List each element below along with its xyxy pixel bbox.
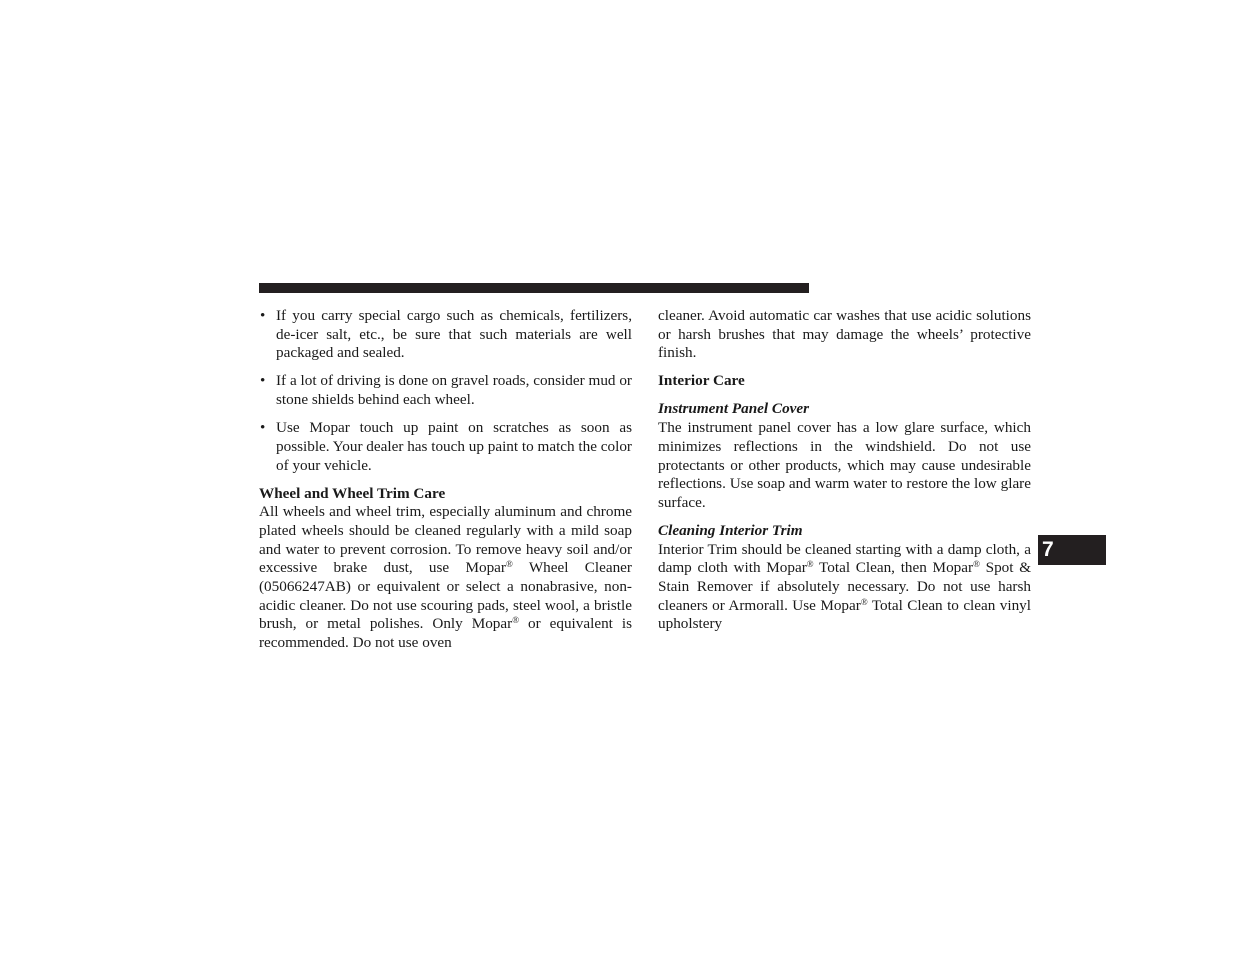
bullet-item-gravel: • If a lot of driving is done on gravel roads, consider mud or stone shields behind each wheel. — [259, 372, 632, 409]
trim-text-part: Total Clean to clean vinyl upholstery — [658, 596, 1031, 633]
registered-mark: ® — [973, 559, 980, 570]
instrument-panel-paragraph: The instrument panel cover has a low glare surface, which minimizes reflections in the windshield. Do not use protectants or other products, which may cause undesirable reflections. Use soap and warm water to restore the low glare surface. — [658, 419, 1031, 511]
registered-mark: ® — [860, 596, 868, 607]
registered-mark: ® — [512, 615, 520, 626]
wheel-trim-heading: Wheel and Wheel Trim Care — [259, 484, 446, 502]
chapter-number: 7 — [1042, 538, 1054, 561]
trim-text-part: Total Clean, then Mopar — [813, 559, 974, 577]
wheel-trim-paragraph — [259, 503, 632, 653]
interior-trim-paragraph — [658, 541, 1031, 635]
instrument-panel-subheading: Instrument Panel Cover — [658, 400, 810, 418]
wheel-text-part: All wheels and wheel trim, especially aluminum and chrome plated wheels should be cleaned regularly with a mild soap and water to prevent corrosion. To remove heavy soil and/or excessive brake dust, use Mopar — [259, 503, 632, 577]
wheel-text-part: Wheel Cleaner (05066247AB) or equivalent or select a nonabrasive, non-acidic cleaner. Do not use scouring pads, steel wool, a bristle brush, or metal polishes. Only Mopar — [259, 559, 632, 633]
bullet-list — [259, 307, 632, 475]
bullet-item-cargo: • If you carry special cargo such as chemicals, fertilizers, de-icer salt, etc., be sure that such materials are well packaged and sealed. — [259, 307, 632, 363]
bullet-item-touch-up: • Use Mopar touch up paint on scratches as soon as possible. Your dealer has touch up paint to match the color of your vehicle. — [259, 419, 632, 475]
wheel-trim-continued-paragraph: cleaner. Avoid automatic car washes that use acidic solutions or harsh brushes that may damage the wheels’ protective finish. — [658, 307, 1031, 362]
wheel-text-part: or equivalent is recommended. Do not use oven — [259, 615, 632, 652]
chapter-tab — [1038, 535, 1106, 565]
trim-text-part: Interior Trim should be cleaned starting with a damp cloth, a damp cloth with Mopar — [658, 540, 1031, 577]
header-rule — [259, 283, 809, 293]
registered-mark: ® — [806, 559, 814, 570]
right-column — [658, 307, 1031, 634]
trim-text-part: Spot & Stain Remover if absolutely necessary. Do not use harsh cleaners or Armorall. Use Mopar — [658, 559, 1032, 614]
interior-care-heading: Interior Care — [658, 372, 745, 390]
left-column — [259, 307, 632, 653]
registered-mark: ® — [505, 559, 513, 570]
interior-trim-subheading: Cleaning Interior Trim — [658, 521, 803, 539]
